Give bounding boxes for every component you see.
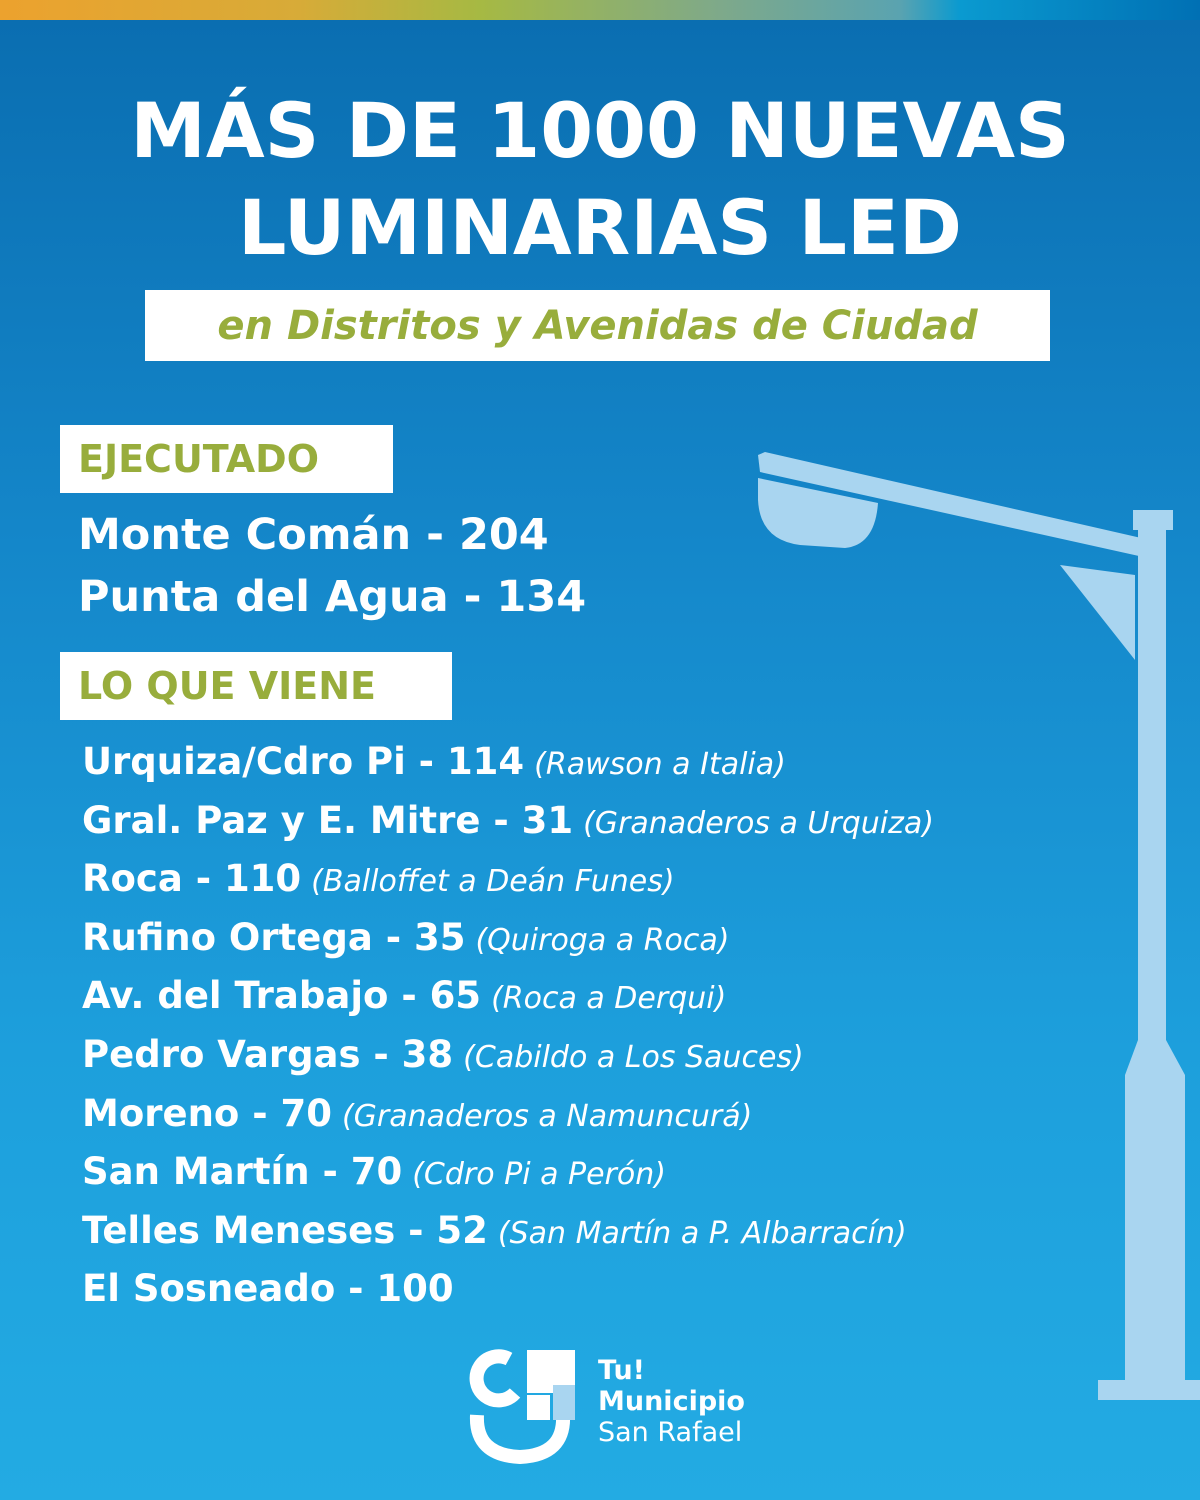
upcoming-item xyxy=(82,1092,752,1135)
item-note: (Balloffet a Deán Funes) xyxy=(311,864,675,900)
color-stripe xyxy=(0,0,1200,20)
item-name: El Sosneado - xyxy=(82,1267,377,1311)
logo-line-3: San Rafael xyxy=(598,1417,743,1448)
upcoming-item xyxy=(82,740,786,783)
item-count: 100 xyxy=(376,1267,454,1311)
item-note: (Granaderos a Namuncurá) xyxy=(341,1098,753,1134)
upcoming-item xyxy=(82,857,675,900)
subtitle-box xyxy=(145,290,1050,361)
executed-label: EJECUTADO xyxy=(78,437,320,481)
subtitle: en Distritos y Avenidas de Ciudad xyxy=(217,302,978,349)
upcoming-label: LO QUE VIENE xyxy=(78,664,377,708)
upcoming-item xyxy=(82,974,726,1017)
item-count: 35 xyxy=(413,915,466,959)
item-name: Moreno - xyxy=(82,1091,281,1135)
item-count: 52 xyxy=(436,1208,488,1252)
street-lamp-icon xyxy=(740,440,1200,1420)
upcoming-tag xyxy=(60,652,452,720)
item-name: Telles Meneses - xyxy=(82,1208,437,1252)
item-name: Av. del Trabajo - xyxy=(82,974,430,1018)
upcoming-item xyxy=(82,799,934,842)
item-name: Punta del Agua - xyxy=(78,572,497,622)
upcoming-item xyxy=(82,1267,454,1310)
item-note: (Cdro Pi a Perón) xyxy=(412,1157,666,1193)
item-note: (Roca a Derqui) xyxy=(491,981,727,1017)
logo-text xyxy=(598,1355,745,1448)
upcoming-item xyxy=(82,1150,666,1193)
upcoming-item xyxy=(82,916,729,959)
logo-line-1: Tu! xyxy=(598,1355,645,1386)
item-count: 38 xyxy=(401,1033,454,1076)
item-count: 70 xyxy=(350,1150,403,1194)
item-name: Rufino Ortega - xyxy=(82,915,414,959)
executed-item xyxy=(78,510,549,560)
item-name: Urquiza/Cdro Pi - xyxy=(82,740,447,783)
item-count: 70 xyxy=(280,1091,332,1135)
item-count: 65 xyxy=(429,974,482,1018)
item-name: Gral. Paz y E. Mitre - xyxy=(82,798,522,842)
headline-line-1: MÁS DE 1000 NUEVAS xyxy=(130,86,1070,175)
upcoming-item xyxy=(82,1033,804,1076)
item-name: Pedro Vargas - xyxy=(82,1033,402,1076)
item-count: 134 xyxy=(496,572,587,622)
item-count: 31 xyxy=(521,798,574,842)
item-note: (Cabildo a Los Sauces) xyxy=(463,1040,804,1075)
item-note: (San Martín a P. Albarracín) xyxy=(497,1215,907,1251)
item-name: Monte Comán - xyxy=(78,510,459,560)
item-count: 114 xyxy=(446,740,525,783)
item-name: San Martín - xyxy=(82,1150,351,1194)
headline-line-2: LUMINARIAS LED xyxy=(237,183,962,272)
item-note: (Rawson a Italia) xyxy=(534,747,786,782)
logo-line-2: Municipio xyxy=(598,1386,745,1417)
item-name: Roca - xyxy=(82,857,224,901)
executed-tag xyxy=(60,425,393,493)
item-count: 110 xyxy=(223,857,302,901)
item-note: (Granaderos a Urquiza) xyxy=(583,805,934,841)
item-count: 204 xyxy=(458,510,549,560)
executed-item xyxy=(78,572,586,622)
upcoming-item xyxy=(82,1209,907,1252)
item-note: (Quiroga a Roca) xyxy=(475,922,730,958)
municipality-logo-icon xyxy=(465,1345,580,1465)
